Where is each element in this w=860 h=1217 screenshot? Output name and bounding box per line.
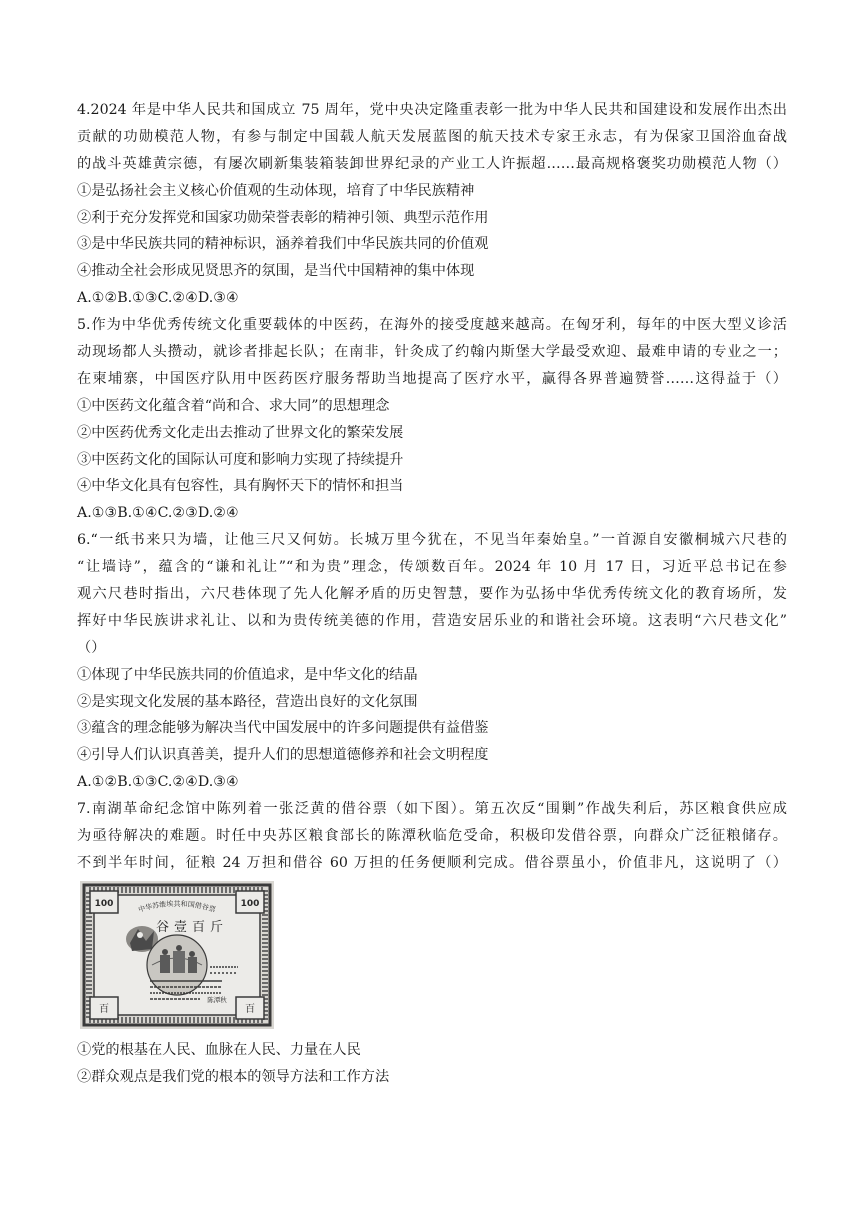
question-7-option: ②群众观点是我们党的根本的领导方法和工作方法 [77,1068,390,1085]
question-6-option: ③蕴含的理念能够为解决当代中国发展中的许多问题提供有益借鉴 [77,720,489,737]
question-6-stem-line: （） [77,639,106,656]
question-4-stem-line: 4.2024 年是中华人民共和国成立 75 周年，党中央决定隆重表彰一批为中华人民共和国建设和发展作出杰出 [77,102,787,118]
ticket-central-scene [147,935,207,995]
question-6-stem-line: 观六尺巷时指出，六尺巷体现了先人化解矛盾的历史智慧，要作为弘扬中华优秀传统文化的教育场所，发 [77,586,787,603]
question-5-option: ④中华文化具有包容性，具有胸怀天下的情怀和担当 [77,478,404,495]
question-5-option: ③中医药文化的国际认可度和影响力实现了持续提升 [77,451,404,468]
question-4-answer-choices: A.①②B.①③C.②④D.③④ [77,290,239,307]
ticket-amount-text: 谷壹百斤 [155,919,229,935]
question-5-answer-choices: A.①③B.①④C.②③D.②④ [77,505,239,522]
question-7-stem-line: 不到半年时间，征粮 24 万担和借谷 60 万担的任务便顺利完成。借谷票虽小，价值非凡，这说明了（） [77,854,787,871]
question-4 [77,97,787,312]
ticket-corner-char-br: 百 [245,1003,255,1015]
ticket-corner-value-tr: 100 [240,898,260,909]
question-4-option: ②利于充分发挥党和国家功勋荣誉表彰的精神引领、典型示范作用 [77,209,489,226]
question-4-option: ④推动全社会形成见贤思齐的氛围，是当代中国精神的集中体现 [77,263,475,280]
question-6-answer-choices: A.①②B.①③C.②④D.③④ [77,774,239,791]
exam-page [77,97,787,1091]
question-5-stem-line: 在柬埔寨，中国医疗队用中医药医疗服务帮助当地提高了医疗水平，赢得各界普遍赞誉……这得益于（） [77,370,787,387]
ticket-corner-char-bl: 百 [99,1003,109,1015]
question-4-stem-line: 贡献的功勋模范人物，有参与制定中国载人航天发展蓝图的航天技术专家王永志，有为保家卫国浴血奋战 [77,128,787,145]
question-7-stem-line: 7.南湖革命纪念馆中陈列着一张泛黄的借谷票（如下图）。第五次反“围剿”作战失利后，苏区粮食供应成 [77,801,787,818]
question-6-stem-line: 挥好中华民族讲求礼让、以和为贵传统美德的作用，营造安居乐业的和谐社会环境。这表明“六尺巷文化” [77,612,787,629]
grain-loan-ticket-image [80,881,274,1029]
question-5 [77,312,787,527]
question-6-stem-line: 6.“一纸书来只为墙，让他三尺又何妨。长城万里今犹在，不见当年秦始皇。”一首源自安徽桐城六尺巷的 [77,532,787,549]
question-7 [77,796,787,1090]
question-6-option: ④引导人们认识真善美，提升人们的思想道德修养和社会文明程度 [77,747,489,764]
question-5-option: ①中医药文化蕴含着“尚和合、求大同”的思想理念 [77,397,390,414]
question-7-option: ①党的根基在人民、血脉在人民、力量在人民 [77,1041,361,1058]
question-5-option: ②中医药优秀文化走出去推动了世界文化的繁荣发展 [77,424,404,441]
grain-loan-ticket-figure [77,881,787,1033]
ticket-corner-value-tl: 100 [94,898,114,909]
ticket-stamp-text: 陈潭秋 [207,995,227,1004]
question-6-option: ①体现了中华民族共同的价值追求，是中华文化的结晶 [77,666,418,683]
question-4-option: ③是中华民族共同的精神标识，涵养着我们中华民族共同的价值观 [77,236,489,253]
question-6-stem-line: “让墙诗”，蕴含的“谦和礼让”“和为贵”理念，传颂数百年。2024 年 10 月 17 日，习近平总书记在参 [77,559,787,576]
question-6-option: ②是实现文化发展的基本路径，营造出良好的文化氛围 [77,693,418,710]
question-4-option: ①是弘扬社会主义核心价值观的生动体现，培育了中华民族精神 [77,182,475,199]
question-5-stem-line: 5.作为中华优秀传统文化重要载体的中医药，在海外的接受度越来越高。在匈牙利，每年的中医大型义诊活 [77,317,787,334]
question-6 [77,527,787,796]
question-5-stem-line: 动现场都人头攒动，就诊者排起长队；在南非，针灸成了约翰内斯堡大学最受欢迎、最难申请的专业之一； [77,344,787,361]
question-4-stem-line: 的战斗英雄黄宗德，有屡次刷新集装箱装卸世界纪录的产业工人许振超……最高规格褒奖功勋模范人物（） [77,155,787,172]
question-7-stem-line: 为亟待解决的难题。时任中央苏区粮食部长的陈潭秋临危受命，积极印发借谷票，向群众广泛征粮储存。 [77,828,787,845]
ticket-header-text: 中华苏维埃共和国借谷票 [137,899,217,914]
